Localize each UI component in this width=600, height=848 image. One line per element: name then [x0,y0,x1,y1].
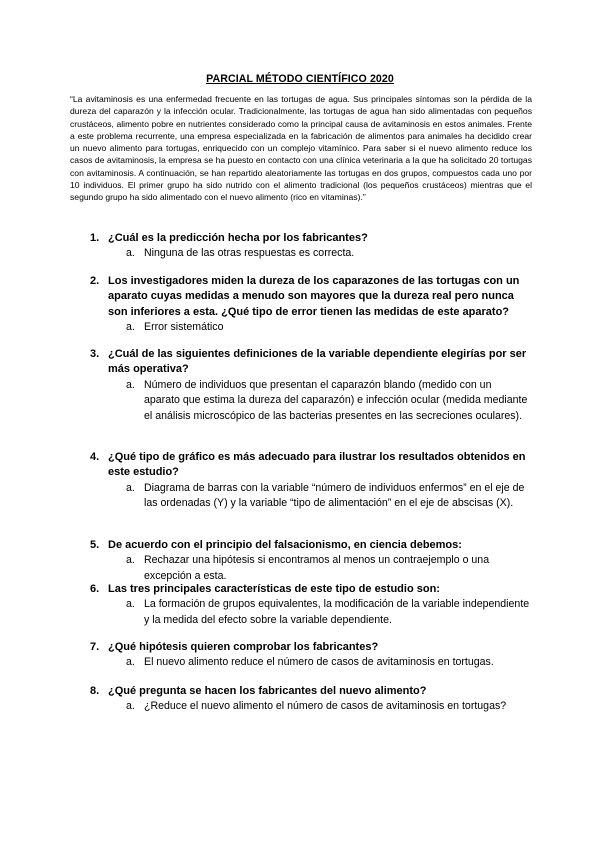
question-number: 1. [90,232,100,244]
question-text: Las tres principales características de este tipo de estudio son: [108,583,440,595]
question-item [90,347,530,424]
question-number: 2. [90,275,100,287]
answer-letter: a. [126,321,135,334]
question-item [90,684,530,715]
answer-text: ¿Reduce el nuevo alimento el número de casos de avitaminosis en tortugas? [144,700,507,713]
answer-text: La formación de grupos equivalentes, la modificación de la variable independiente y la medida del efecto sobre la variable dependiente. [144,598,530,626]
answer-item [126,597,530,628]
question-number: 6. [90,583,100,595]
question-item [90,274,530,336]
question-item [90,538,530,584]
question-number: 4. [90,451,100,463]
question-item [90,640,530,671]
question-text: De acuerdo con el principio del falsacionismo, en ciencia debemos: [108,539,462,551]
question-text: ¿Cuál es la predicción hecha por los fabricantes? [108,232,368,244]
question-text: ¿Qué tipo de gráfico es más adecuado para ilustrar los resultados obtenidos en este estudio? [108,451,526,479]
question-number: 7. [90,641,100,653]
document-title: PARCIAL MÉTODO CIENTÍFICO 2020 [206,73,394,85]
answer-letter: a. [126,700,135,713]
question-number: 5. [90,539,100,551]
answer-item [126,246,530,261]
answer-text: Diagrama de barras con la variable “número de individuos enfermos” en el eje de las ordenadas (Y) y la variable “tipo de alimentación” en el eje de abscisas (X). [144,481,525,510]
answer-text: El nuevo alimento reduce el número de casos de avitaminosis en tortugas. [144,656,494,669]
answer-text: Error sistemático [144,321,224,334]
question-text: ¿Qué pregunta se hacen los fabricantes del nuevo alimento? [108,685,427,697]
answer-letter: a. [126,481,135,494]
answer-letter: a. [126,656,135,669]
answer-letter: a. [126,598,135,611]
answer-item [126,655,530,670]
intro-paragraph: “La avitaminosis es una enfermedad frecuente en las tortugas de agua. Sus principales síntomas son la pérdida de la dureza del caparazón y la infección ocular. Tradicionalmente, las tortugas de agua han sido alimentadas con pequeños crustáceos, alimento pobre en nutrientes considerado como la principal causa de avitaminosis en estos animales. Frente a este problema recurrente, una empresa especializada en la fabricación de alimentos para animales ha decidido crear un nuevo alimento para tortugas, enriquecido con un complejo vitamínico. Para saber si el nuevo alimento reduce los casos de avitaminosis, la empresa se ha puesto en contacto con una clínica veterinaria a la que ha solicitado 20 tortugas con avitaminosis. A continuación, se han repartido aleatoriamente las tortugas en dos grupos, compuestos cada uno por 10 individuos. El primer grupo ha sido nutrido con el alimento tradicional (los pequeños crustáceos) mientras que el segundo grupo ha sido alimentado con el nuevo alimento (rico en vitaminas).” [70,94,532,203]
answer-item [126,699,530,714]
question-number: 8. [90,685,100,697]
answer-text: Ninguna de las otras respuestas es correcta. [144,247,355,260]
question-item [90,582,530,628]
answer-text: Rechazar una hipótesis si encontramos al menos un contraejemplo o una excepción a esta. [144,554,490,582]
answer-item [126,481,530,512]
answer-letter: a. [126,247,135,260]
answer-letter: a. [126,554,135,567]
answer-item [126,553,530,584]
question-text: ¿Cuál de las siguientes definiciones de la variable dependiente elegirías por ser más operativa? [108,348,527,376]
question-text: ¿Qué hipótesis quieren comprobar los fabricantes? [108,641,379,653]
question-item [90,231,530,262]
answer-item [126,378,530,424]
answer-letter: a. [126,378,135,391]
question-item [90,450,530,512]
answer-text: Número de individuos que presentan el caparazón blando (medido con un aparato que estima la dureza del caparazón) e infección ocular (medida mediante el análisis microscópico de las bacterias presentes en las secreciones oculares). [144,378,528,422]
answer-item [126,320,530,335]
question-number: 3. [90,348,100,360]
question-text: Los investigadores miden la dureza de los caparazones de las tortugas con un aparato cuyas medidas a menudo son mayores que la dureza real pero nunca son inferiores a esta. ¿Qué tipo de error tienen las medidas de este aparato? [108,275,520,318]
